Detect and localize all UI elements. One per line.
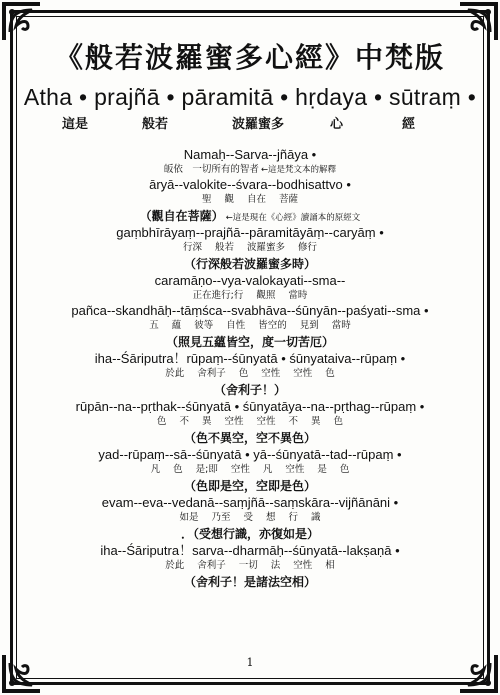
verse-text: caramāṇo--vya-valokayati--sma-- — [154, 273, 346, 288]
gloss-line — [0, 558, 500, 574]
verse-list — [0, 148, 500, 592]
verse-text: （舍利子！是諸法空相） — [183, 575, 316, 589]
verse-text: pañca--skandhāḥ--tāṃśca--svabhāva--śūnyān--paśyati--sma • — [71, 303, 429, 318]
verse-text: （行深般若波羅蜜多時） — [183, 257, 316, 271]
gloss-line — [0, 510, 500, 526]
sanskrit-line — [0, 178, 500, 192]
verse-text: evam--eva--vedanā--saṃjñā--saṃskāra--vijñānāni • — [101, 495, 399, 510]
title-gloss: 心 — [330, 117, 344, 132]
title-gloss: 波羅蜜多 — [232, 117, 285, 132]
verse-text: 於此 舍利子 色 空性 空性 色 — [165, 368, 335, 379]
verse-text: （舍利子！） — [213, 383, 286, 397]
verse-text: yad--rūpaṃ--sā--śūnyatā • yā--śūnyatā--tad--rūpaṃ • — [98, 447, 402, 462]
sanskrit-line — [0, 148, 500, 162]
page-number: 1 — [246, 656, 254, 669]
verse-text: 行深 般若 波羅蜜多 修行 — [182, 242, 318, 253]
verse-text: 凡 色 是;即 空性 凡 空性 是 色 — [150, 464, 350, 475]
verse-text: （色即是空，空即是色） — [183, 479, 316, 493]
verse-note: ←這是梵文本的解釋 — [260, 165, 337, 175]
sanskrit-line — [0, 448, 500, 462]
gloss-line — [0, 162, 500, 178]
verse-text: （觀自在菩薩） — [139, 209, 224, 223]
sutra-header-line — [0, 382, 500, 400]
gloss-line — [0, 462, 500, 478]
verse-text: 皈依 一切所有的智者 — [163, 164, 259, 175]
gloss-line — [0, 192, 500, 208]
sutra-header-line — [0, 526, 500, 544]
sutra-header-line — [0, 478, 500, 496]
sanskrit-line — [0, 352, 500, 366]
gloss-line — [0, 414, 500, 430]
verse-text: 於此 舍利子 一切 法 空性 相 — [165, 560, 335, 571]
gloss-line — [0, 288, 500, 304]
verse-text: iha--Śāriputra！sarva--dharmāḥ--śūnyatā--lakṣaṇā • — [100, 543, 400, 558]
gloss-line — [0, 366, 500, 382]
verse-text: （照見五蘊皆空，度一切苦厄） — [165, 335, 334, 349]
sanskrit-line — [0, 304, 500, 318]
sutra-header-line — [0, 574, 500, 592]
title-gloss: 這是 — [62, 117, 89, 132]
sanskrit-line — [0, 544, 500, 558]
sutra-header-line — [0, 334, 500, 352]
title-gloss: 經 — [402, 117, 416, 132]
verse-text: rūpān--na--pṛthak--śūnyatā • śūnyatāya--na--pṛthag--rūpaṃ • — [75, 399, 425, 414]
verse-text: 正在進行;行 觀照 當時 — [192, 290, 308, 301]
gloss-line — [0, 240, 500, 256]
verse-text: （色不異空，空不異色） — [183, 431, 316, 445]
sutra-header-line — [0, 208, 500, 226]
title-gloss: 般若 — [142, 117, 169, 132]
sanskrit-line — [0, 400, 500, 414]
gloss-line — [0, 318, 500, 334]
sanskrit-line — [0, 226, 500, 240]
page-title: 《般若波羅蜜多心經》中梵版 — [54, 41, 445, 74]
sanskrit-line — [0, 274, 500, 288]
verse-text: 如是 乃至 受 想 行 識 — [179, 512, 321, 523]
verse-note: ←這是現在《心經》讀誦本的原經文 — [225, 213, 361, 223]
verse-text: 五 蘊 彼等 自性 皆空的 見到 當時 — [149, 320, 351, 331]
verse-text: 色 不 異 空性 空性 不 異 色 — [156, 416, 344, 427]
sanskrit-line — [0, 496, 500, 510]
verse-text: Namaḥ--Sarva--jñāya • — [183, 147, 317, 162]
verse-text: āryā--valokite--śvara--bodhisattvo • — [149, 177, 351, 192]
verse-text: iha--Śāriputra！rūpaṃ--śūnyatā • śūnyataiva--rūpaṃ • — [94, 351, 406, 366]
sutra-header-line — [0, 430, 500, 448]
verse-text: 聖 觀 自在 菩薩 — [201, 194, 299, 205]
verse-text: gaṃbhīrāyaṃ--prajñā--pāramitāyāṃ--caryāṃ • — [116, 225, 384, 240]
sanskrit-title: Atha • prajñā • pāramitā • hṛdaya • sūtraṃ • — [23, 84, 477, 110]
sutra-header-line — [0, 256, 500, 274]
verse-text: ．（受想行識，亦復如是） — [180, 527, 319, 541]
